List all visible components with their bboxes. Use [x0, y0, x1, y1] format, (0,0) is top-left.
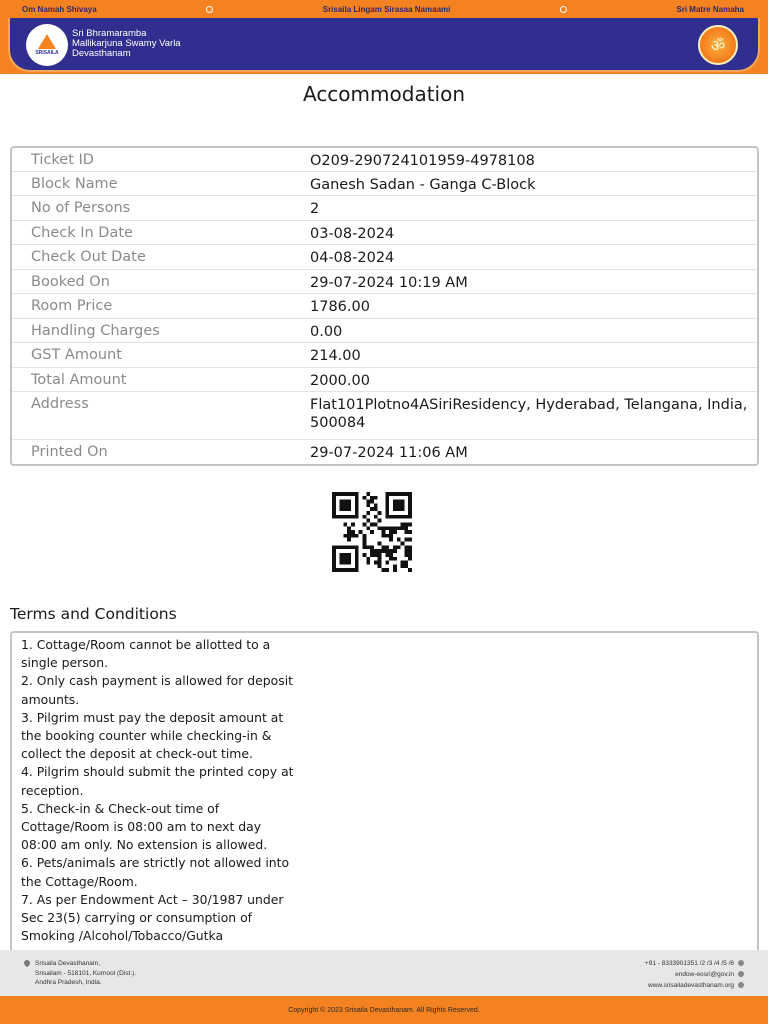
detail-value: 2: [310, 201, 320, 217]
detail-value: 29-07-2024 11:06 AM: [310, 445, 468, 461]
globe-icon: [738, 982, 744, 988]
detail-label: Check Out Date: [31, 249, 146, 265]
om-symbol-icon: ॐ: [698, 25, 738, 65]
detail-row: [12, 196, 757, 221]
org-name: Sri Bhramaramba Mallikarjuna Swamy Varla Devasthanam: [72, 28, 181, 59]
detail-value: O209-290724101959-4978108: [310, 153, 535, 169]
footer-address: [24, 959, 136, 988]
detail-label: Handling Charges: [31, 323, 160, 339]
detail-value: Flat101Plotno4ASiriResidency, Hyderabad, Telangana, India, 500084: [310, 397, 748, 431]
detail-row: [12, 392, 757, 440]
detail-row: [12, 172, 757, 196]
detail-row: [12, 221, 757, 245]
email-icon: [738, 971, 744, 977]
top-strip-center-text: Srisaila Lingam Sirasaa Namaami: [322, 4, 451, 14]
top-strip: [0, 0, 768, 18]
header: [0, 18, 768, 74]
detail-value: 03-08-2024: [310, 226, 395, 242]
header-banner: [8, 18, 760, 72]
top-strip-right-text: Sri Matre Namaha: [676, 4, 744, 14]
location-pin-icon: [23, 959, 31, 967]
detail-value: 214.00: [310, 348, 361, 364]
detail-value: 0.00: [310, 324, 343, 340]
temple-logo-icon: [38, 34, 56, 49]
detail-row: [12, 148, 757, 172]
detail-value: 1786.00: [310, 299, 370, 315]
terms-text: 1. Cottage/Room cannot be allotted to a single person. 2. Only cash payment is allowed for deposit amounts. 3. Pilgrim must pay the deposit amount at the booking counter while checking-in & collect the deposit at check-out time. 4. Pilgrim should submit the printed copy at reception. 5. Check-in & Check-out time of Cottage/Room is 08:00 am to next day 08:00 am only. No extension is allowed. 6. Pets/animals are strictly not allowed into the Cottage/Room. 7. As per Endowment Act – 30/1987 under Sec 23(5) carrying or consumption of Smoking /Alcohol/Tobacco/Gutka: [21, 637, 294, 944]
detail-label: No of Persons: [31, 200, 131, 216]
detail-row: [12, 245, 757, 270]
detail-row: [12, 270, 757, 294]
detail-label: Ticket ID: [31, 152, 94, 168]
phone-icon: [738, 960, 744, 966]
detail-row: [12, 343, 757, 368]
temple-logo[interactable]: [26, 24, 68, 66]
booking-details-table: [10, 146, 759, 466]
detail-value: Ganesh Sadan - Ganga C-Block: [310, 177, 536, 193]
detail-label: Check In Date: [31, 225, 133, 241]
detail-label: Printed On: [31, 444, 108, 460]
page-title: Accommodation: [302, 82, 466, 106]
email-link[interactable]: endow-eosri@gov.in: [675, 971, 734, 978]
footer-contacts: [645, 958, 744, 991]
detail-label: Room Price: [31, 298, 113, 314]
temple-logo-text: SRISAILA: [35, 50, 59, 56]
address-line-3: Andhra Pradesh, India.: [35, 979, 102, 986]
phone-link[interactable]: +91 - 8333901351 /2 /3 /4 /5 /6: [644, 960, 734, 967]
detail-value: 2000.00: [310, 373, 370, 389]
detail-label: Address: [31, 396, 89, 412]
detail-row: [12, 368, 757, 392]
terms-title: Terms and Conditions: [10, 605, 177, 623]
ornament-dot-icon: [560, 6, 567, 13]
detail-value: 04-08-2024: [310, 250, 395, 266]
detail-value: 29-07-2024 10:19 AM: [310, 275, 468, 291]
detail-label: Total Amount: [31, 372, 127, 388]
detail-row: [12, 319, 757, 343]
address-line-1: Srisaila Devasthanam,: [35, 960, 101, 967]
detail-row: [12, 294, 757, 319]
detail-label: GST Amount: [31, 347, 122, 363]
qr-code: [330, 492, 414, 572]
terms-box[interactable]: [10, 631, 759, 961]
ornament-dot-icon: [206, 6, 213, 13]
top-strip-left-text: Om Namah Shivaya: [22, 4, 97, 14]
detail-row: [12, 440, 757, 464]
copyright: Copyright © 2023 Srisaila Devasthanam. All Rights Reserved.: [0, 996, 768, 1024]
address-line-2: Srisailam - 518101, Kurnool (Dist.).: [35, 969, 137, 977]
detail-label: Booked On: [31, 274, 110, 290]
detail-label: Block Name: [31, 176, 118, 192]
website-link[interactable]: www.srisailadevasthanam.org: [648, 982, 734, 989]
footer: [0, 950, 768, 996]
